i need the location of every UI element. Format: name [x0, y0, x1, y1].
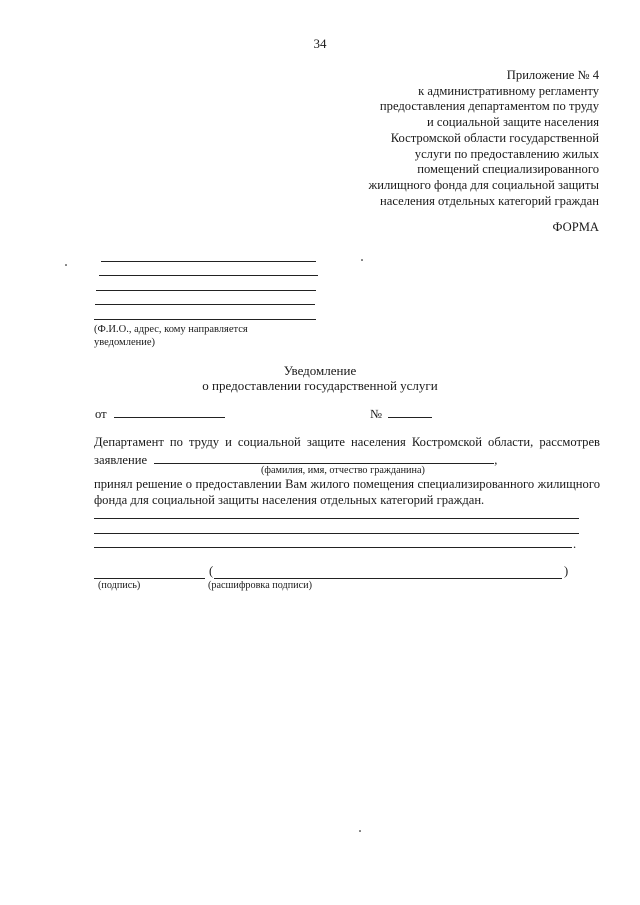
- decision-paragraph: принял решение о предоставлении Вам жилого помещения специализированного жилищного фонда для социальной защиты населения отдельных категорий граждан.: [94, 477, 600, 507]
- address-caption-line: (Ф.И.О., адрес, кому направляется: [94, 324, 248, 335]
- appendix-header: [369, 68, 599, 209]
- address-blank-line[interactable]: [101, 261, 316, 262]
- blank-end-period: .: [573, 537, 577, 551]
- notice-title: Уведомление: [283, 363, 357, 378]
- forma-label: ФОРМА: [552, 220, 599, 234]
- address-blank-line[interactable]: [95, 304, 315, 305]
- application-label: заявление: [94, 453, 148, 467]
- scan-speck: [359, 830, 361, 832]
- signature-line[interactable]: [94, 578, 205, 579]
- date-row: [95, 404, 225, 422]
- number-label: №: [370, 407, 383, 421]
- date-field[interactable]: [114, 404, 225, 418]
- applicant-name-caption: (фамилия, имя, отчество гражданина): [261, 465, 425, 476]
- appendix-line: и социальной защите населения: [427, 115, 599, 130]
- page-number: 34: [313, 36, 327, 51]
- signature-decoding-line[interactable]: [214, 578, 562, 579]
- number-row: [370, 404, 432, 422]
- appendix-line: Костромской области государственной: [390, 130, 599, 145]
- paragraph1-line1: Департамент по труду и социальной защите населения Костромской области, рассмотрев: [94, 435, 600, 449]
- blank-line[interactable]: [94, 547, 572, 548]
- address-caption-line: уведомление): [94, 337, 156, 348]
- address-blank-line[interactable]: [96, 290, 316, 291]
- appendix-line: населения отдельных категорий граждан: [380, 193, 599, 208]
- from-label: от: [95, 407, 107, 421]
- comma: ,: [494, 453, 498, 467]
- address-caption: [94, 323, 248, 349]
- signature-decoding-caption: (расшифровка подписи): [208, 580, 312, 591]
- notice-subtitle: о предоставлении государственной услуги: [202, 378, 438, 393]
- open-paren: (: [209, 564, 214, 578]
- appendix-line: предоставления департаментом по труду: [379, 99, 599, 114]
- scan-speck: [65, 264, 67, 266]
- number-field[interactable]: [388, 404, 432, 418]
- blank-line[interactable]: [94, 533, 579, 534]
- appendix-line: жилищного фонда для социальной защиты: [368, 177, 599, 192]
- blank-line[interactable]: [94, 518, 579, 519]
- address-blank-line[interactable]: [94, 319, 316, 320]
- appendix-line: помещений специализированного: [417, 162, 599, 177]
- appendix-line: Приложение № 4: [506, 68, 599, 82]
- scan-speck: [361, 259, 363, 261]
- close-paren: ): [564, 564, 569, 578]
- address-blank-line[interactable]: [99, 275, 318, 276]
- appendix-line: услуги по предоставлению жилых: [414, 146, 599, 161]
- applicant-name-field[interactable]: [154, 450, 494, 464]
- signature-caption: (подпись): [98, 580, 141, 591]
- appendix-line: к административному регламенту: [418, 83, 599, 98]
